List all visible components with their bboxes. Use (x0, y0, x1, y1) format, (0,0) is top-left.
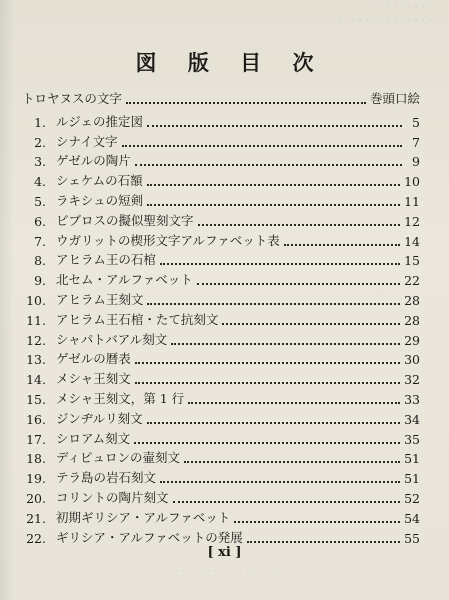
list-item (22, 209, 420, 229)
entry-number: 19. (26, 471, 46, 487)
entry-number: 6. (34, 213, 46, 229)
entry-page: 52 (404, 490, 420, 506)
entry-number: 2. (34, 134, 46, 150)
entry-title: シャパトバアル刻文 (56, 331, 168, 347)
entry-number: 9. (34, 273, 46, 289)
entry-title: シロアム刻文 (56, 430, 131, 446)
entry-number: 17. (26, 431, 46, 447)
spine-shadow (0, 0, 14, 600)
entry-page: 14 (404, 233, 420, 249)
list-item (22, 130, 420, 150)
dot-leader (135, 361, 400, 364)
dot-leader (147, 421, 401, 424)
list-item (22, 328, 420, 348)
entry-page: 35 (404, 431, 420, 447)
frontispiece-row (22, 89, 420, 107)
dot-leader (173, 500, 401, 503)
list-item (22, 189, 420, 209)
list-item (22, 110, 420, 130)
bleed-through-text-bottom: · · · · · · · · · · · · · · · · · · (168, 566, 281, 577)
dot-leader (147, 183, 400, 186)
entry-title: ジンヂルリ刻文 (56, 410, 143, 426)
entry-title: ルジェの推定図 (56, 113, 143, 129)
entry-title: ゲゼルの陶片 (56, 153, 131, 169)
entry-title: ディピュロンの壷刻文 (56, 450, 181, 466)
dot-leader (284, 243, 400, 246)
entry-title: テラ島の岩石刻文 (56, 470, 157, 486)
entry-number: 22. (26, 530, 46, 546)
bleed-through-text-top: · · · · · · · · · · · · · · · · · · · · · · · (337, 0, 432, 27)
entry-page: 29 (404, 332, 420, 348)
entry-page: 22 (404, 273, 420, 289)
plate-list (22, 110, 420, 546)
list-item (22, 486, 420, 506)
entry-number: 16. (26, 411, 46, 427)
entry-number: 10. (26, 292, 46, 308)
entry-number: 1. (34, 114, 46, 130)
entry-page: 30 (404, 352, 420, 368)
dot-leader (247, 540, 400, 543)
dot-leader (160, 262, 400, 265)
entry-page: 12 (404, 213, 420, 229)
entry-number: 18. (26, 451, 46, 467)
entry-page: 28 (404, 312, 420, 328)
entry-page: 34 (404, 411, 420, 427)
dot-leader (184, 460, 400, 463)
entry-number: 5. (34, 193, 46, 209)
entry-page: 51 (404, 451, 420, 467)
entry-page: 55 (404, 530, 420, 546)
list-item (22, 249, 420, 269)
entry-page: 51 (404, 471, 420, 487)
dot-leader (198, 223, 401, 226)
entry-title: ゲゼルの暦表 (56, 351, 131, 367)
entry-page: 9 (412, 154, 420, 170)
entry-page: 15 (404, 253, 420, 269)
entry-title: メシャ王刻文 (56, 371, 131, 387)
dot-leader (147, 124, 402, 127)
entry-page: 10 (404, 174, 420, 190)
list-item (22, 427, 420, 447)
entry-title: ウガリットの楔形文字アルファベット表 (56, 232, 280, 248)
entry-number: 8. (34, 253, 46, 269)
list-item (22, 268, 420, 288)
entry-number: 12. (26, 332, 46, 348)
page-title: 図 版 目 次 (135, 50, 326, 75)
entry-page: 54 (404, 510, 420, 526)
entry-title: ビブロスの擬似聖刻文字 (56, 212, 194, 228)
entry-number: 15. (26, 391, 46, 407)
list-item (22, 506, 420, 526)
list-item (22, 308, 420, 328)
entry-title: シナイ文字 (56, 133, 118, 149)
list-item (22, 169, 420, 189)
entry-page: 7 (412, 134, 420, 150)
list-item (22, 387, 420, 407)
dot-leader (234, 520, 400, 523)
list-item (22, 526, 420, 546)
page-number: [ xi ] (207, 545, 242, 560)
entry-title: アヒラム王石棺・たて抗刻文 (56, 311, 219, 327)
list-item (22, 447, 420, 467)
frontispiece-page: 巻頭口絵 (369, 91, 420, 106)
list-item (22, 466, 420, 486)
entry-number: 20. (26, 490, 46, 506)
frontispiece-label: トロヤヌスの文字 (22, 91, 122, 106)
entry-title: アヒラム王の石棺 (56, 252, 156, 268)
entry-number: 11. (26, 312, 46, 328)
entry-page: 5 (412, 114, 420, 130)
entry-title: ギリシア・アルファベットの発展 (56, 529, 243, 545)
entry-number: 13. (26, 352, 46, 368)
entry-page: 11 (404, 193, 420, 209)
dot-leader (171, 342, 400, 345)
list-item (22, 348, 420, 368)
list-item (22, 367, 420, 387)
entry-title: アヒラム王刻文 (56, 291, 144, 307)
list-item (22, 288, 420, 308)
entry-title: コリントの陶片刻文 (56, 489, 169, 505)
entry-page: 28 (404, 292, 420, 308)
dot-leader (126, 101, 366, 104)
list-item (22, 150, 420, 170)
dot-leader (160, 480, 400, 483)
entry-page: 32 (404, 372, 420, 388)
entry-title: 北セム・アルファベット (56, 272, 193, 288)
entry-number: 14. (26, 372, 46, 388)
dot-leader (188, 401, 400, 404)
entry-page: 33 (404, 391, 420, 407)
entry-number: 4. (34, 174, 46, 190)
entry-number: 7. (34, 233, 46, 249)
entry-number: 3. (34, 154, 46, 170)
entry-title: ラキシュの短剣 (56, 192, 144, 208)
dot-leader (134, 441, 400, 444)
dot-leader (147, 203, 400, 206)
dot-leader (222, 322, 400, 325)
dot-leader (122, 144, 402, 147)
dot-leader (147, 302, 400, 305)
entry-title: シェケムの石額 (56, 173, 143, 189)
dot-leader (135, 163, 402, 166)
entry-number: 21. (26, 510, 46, 526)
dot-leader (135, 381, 400, 384)
entry-title: 初期ギリシア・アルファベット (56, 509, 231, 525)
entry-title: メシャ王刻文，第 1 行 (56, 390, 185, 406)
dot-leader (197, 282, 400, 285)
list-item (22, 229, 420, 249)
list-item (22, 407, 420, 427)
